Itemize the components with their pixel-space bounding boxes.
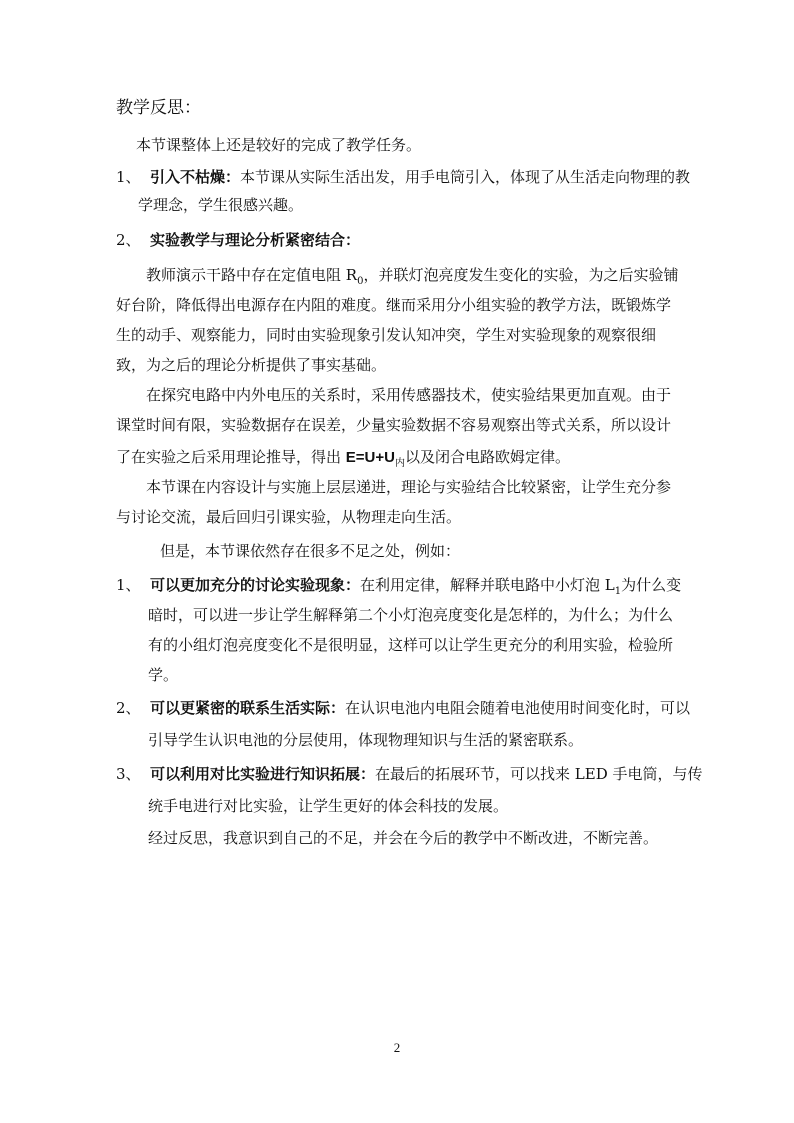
issue-1-text: 在利用定律，解释并联电路中小灯泡 L <box>360 576 615 594</box>
section-heading: 教学反思： <box>116 98 201 118</box>
para-a-line-4: 致，为之后的理论分析提供了事实基础。 <box>116 356 387 374</box>
para-c-line-1: 本节课在内容设计与实施上层层递进，理论与实验结合比较紧密，让学生充分参 <box>146 478 672 496</box>
para-b-line-2: 课堂时间有限，实验数据存在误差，少量实验数据不容易观察出等式关系，所以设计 <box>116 416 672 434</box>
issue-1-line-2: 暗时，可以进一步让学生解释第二个小灯泡亮度变化是怎样的，为什么；为什么 <box>148 606 674 624</box>
issue-1-line-4: 学。 <box>148 666 179 684</box>
issue-3-line-1 <box>116 764 703 784</box>
shortcomings-intro: 但是，本节课依然存在很多不足之处，例如： <box>160 542 461 560</box>
point-2-title: 实验教学与理论分析紧密结合： <box>150 231 361 249</box>
issue-3-title: 可以利用对比实验进行知识拓展： <box>150 765 376 783</box>
issue-2-text: 在认识电池内电阻会随着电池使用时间变化时，可以 <box>345 699 691 717</box>
point-1-number: 1、 <box>116 168 141 186</box>
para-a-line-1 <box>146 265 678 292</box>
issue-1-post: 为什么变 <box>621 576 682 594</box>
issue-1-title: 可以更加充分的讨论实验现象： <box>150 576 361 594</box>
issue-1-line-1 <box>116 575 681 602</box>
issue-3-text: 在最后的拓展环节，可以找来 LED 手电筒，与传 <box>375 765 703 783</box>
closing-text: 经过反思，我意识到自己的不足，并会在今后的教学中不断改进，不断完善。 <box>148 829 659 847</box>
issue-1-number: 1、 <box>116 576 141 594</box>
para-c-line-2: 与讨论交流，最后回归引课实验，从物理走向生活。 <box>116 508 462 526</box>
formula-subscript: 内 <box>394 458 405 469</box>
para-b-l3-pre: 了在实验之后采用理论推导，得出 <box>116 448 346 466</box>
para-b-l3-post: 以及闭合电路欧姆定律。 <box>404 448 570 466</box>
point-1-title: 引入不枯燥： <box>150 168 241 186</box>
issue-2-line-1 <box>116 698 690 718</box>
l1-subscript: 1 <box>614 586 622 597</box>
point-1-line-1 <box>116 167 690 187</box>
issue-2-title: 可以更紧密的联系生活实际： <box>150 699 346 717</box>
para-a-line-2: 好台阶，降低得出电源存在内阻的难度。继而采用分小组实验的教学方法，既锻炼学 <box>116 296 672 314</box>
issue-2-line-2: 引导学生认识电池的分层使用，体现物理知识与生活的紧密联系。 <box>148 731 584 749</box>
point-1-line-2: 学理念，学生很感兴趣。 <box>138 196 304 214</box>
issue-3-number: 3、 <box>116 765 141 783</box>
r0-subscript: 0 <box>357 276 364 287</box>
issue-1-line-3: 有的小组灯泡亮度变化不是很明显，这样可以让学生更充分的利用实验，检验所 <box>148 636 674 654</box>
issue-2-number: 2、 <box>116 699 141 717</box>
para-a-l1-post: ，并联灯泡亮度发生变化的实验，为之后实验铺 <box>363 266 679 284</box>
para-a-l1-pre: 教师演示干路中存在定值电阻 R <box>146 266 358 284</box>
para-b-line-1: 在探究电路中内外电压的关系时，采用传感器技术，使实验结果更加直观。由于 <box>146 386 672 404</box>
page-number: 2 <box>393 1040 401 1055</box>
point-1-text-a: 本节课从实际生活出发，用手电筒引入，体现了从生活走向物理的教 <box>240 168 691 186</box>
point-2-line <box>116 230 360 250</box>
intro-text: 本节课整体上还是较好的完成了教学任务。 <box>136 136 422 154</box>
formula: E=U+U <box>345 449 395 466</box>
para-b-line-3 <box>116 447 570 474</box>
para-a-line-3: 生的动手、观察能力，同时由实验现象引发认知冲突，学生对实验现象的观察很细 <box>116 326 657 344</box>
point-2-number: 2、 <box>116 231 141 249</box>
issue-3-line-2: 统手电进行对比实验，让学生更好的体会科技的发展。 <box>148 797 509 815</box>
